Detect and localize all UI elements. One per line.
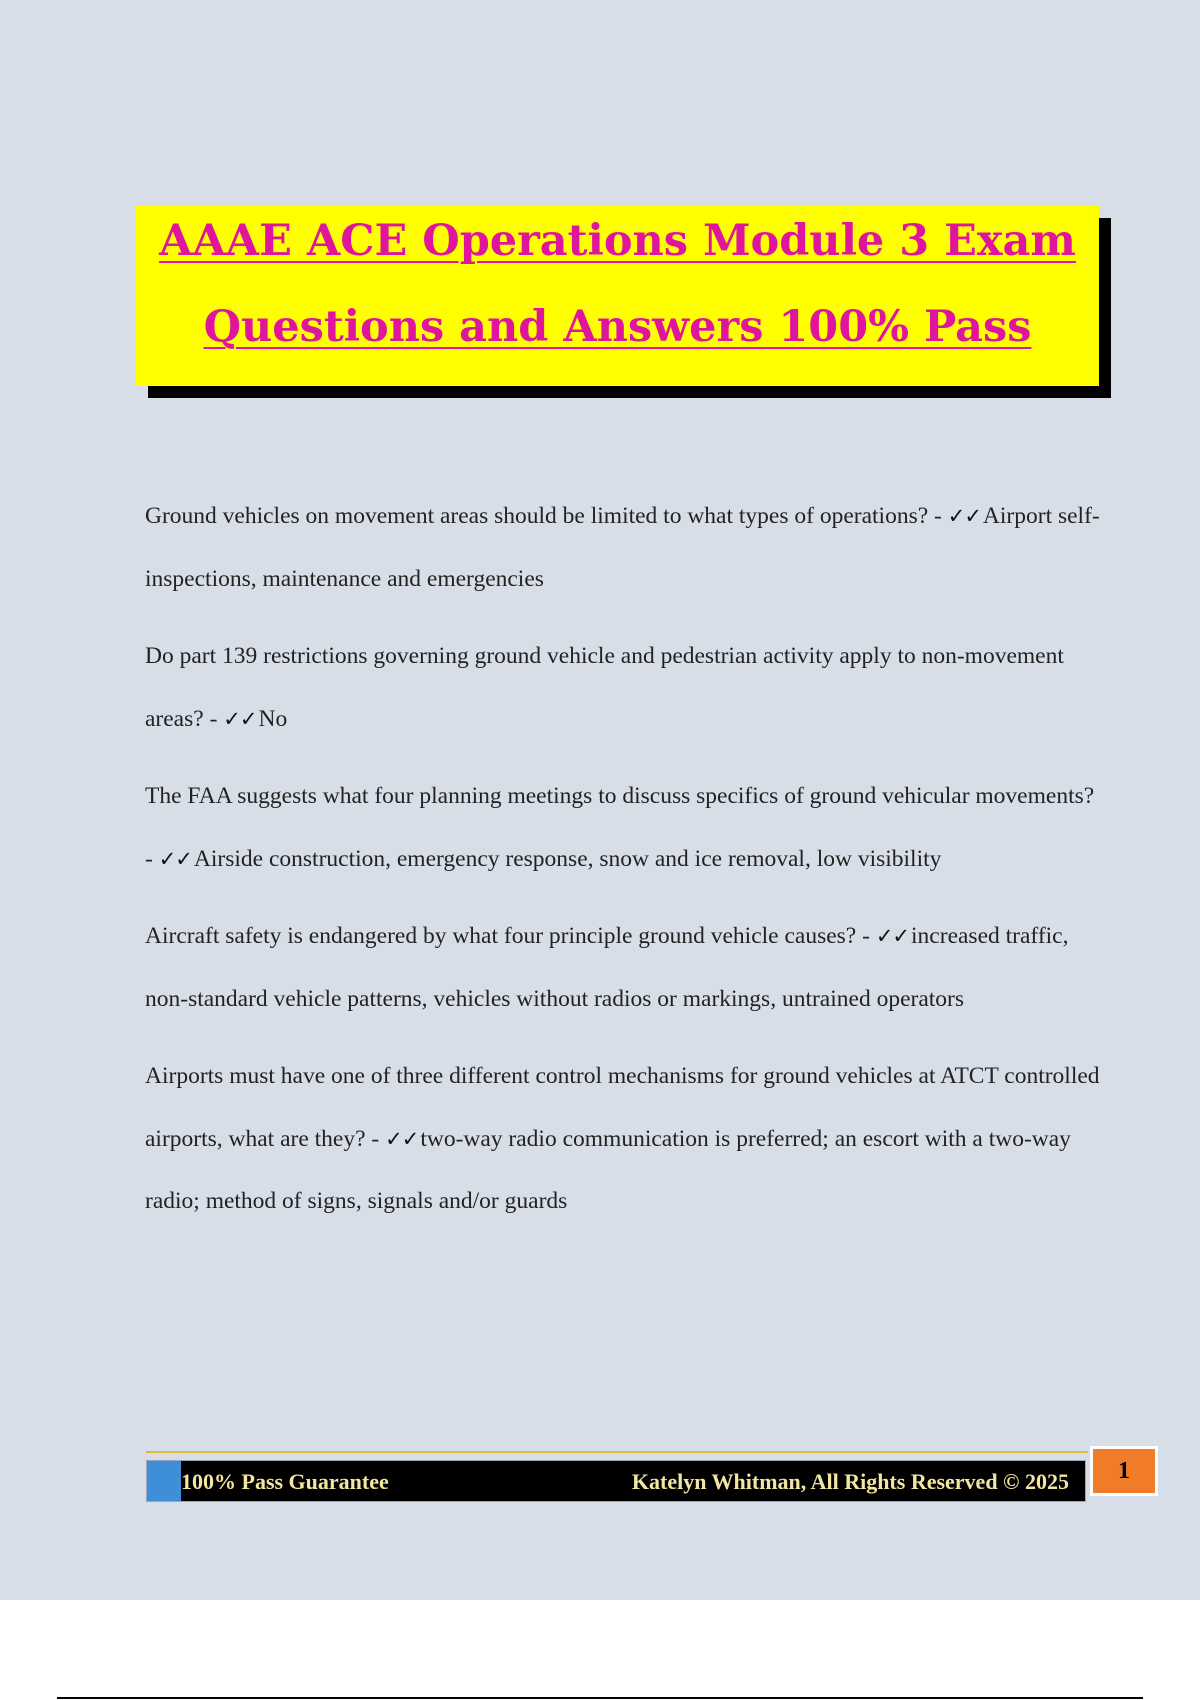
answer-text: No	[258, 705, 288, 732]
question-text: Aircraft safety is endangered by what four principle ground vehicle causes? -	[145, 923, 870, 949]
double-check-icon: ✓✓	[385, 1126, 419, 1151]
footer-copyright-text: Katelyn Whitman, All Rights Reserved © 2025	[631, 1469, 1069, 1494]
answer-text: Airside construction, emergency response, snow and ice removal, low visibility	[193, 845, 942, 872]
footer-bar	[146, 1460, 1086, 1502]
bottom-divider	[57, 1697, 1143, 1699]
double-check-icon: ✓✓	[875, 924, 910, 948]
qa-item	[145, 905, 1105, 1030]
double-check-icon: ✓✓	[947, 504, 981, 528]
question-text: Airports must have one of three different control mechanisms for ground vehicles at ATCT controlled airports, what are they? -	[145, 1063, 1100, 1152]
question-text: Do part 139 restrictions governing ground vehicle and pedestrian activity apply to non-movement areas? -	[145, 643, 1064, 732]
qa-item	[145, 1045, 1105, 1233]
title-line-2: Questions and Answers 100% Pass	[203, 302, 1032, 352]
title-banner	[136, 206, 1099, 386]
answer-text: increased traffic, non-standard vehicle patterns, vehicles without radios or markings, untrained operators	[145, 923, 1069, 1012]
answer-text: two-way radio communication is preferred; an escort with a two-way radio; method of signs, signals and/or guards	[145, 1125, 1071, 1214]
question-text: The FAA suggests what four planning meetings to discuss specifics of ground vehicular movements? -	[145, 783, 1095, 872]
double-check-icon: ✓✓	[223, 706, 257, 731]
qa-item	[145, 485, 1105, 610]
qa-item	[145, 625, 1105, 750]
double-check-icon: ✓✓	[158, 846, 192, 871]
qa-list	[145, 485, 1105, 1248]
title-line-1: AAAE ACE Operations Module 3 Exam	[159, 216, 1076, 266]
answer-text: Airport self-inspections, maintenance and emergencies	[145, 503, 1100, 592]
question-text: Ground vehicles on movement areas should be limited to what types of operations? -	[145, 503, 942, 529]
page-number: 1	[1090, 1446, 1158, 1496]
footer-guarantee-text: 100% Pass Guarantee	[181, 1469, 389, 1494]
footer-divider	[146, 1451, 1088, 1453]
qa-item	[145, 765, 1105, 890]
